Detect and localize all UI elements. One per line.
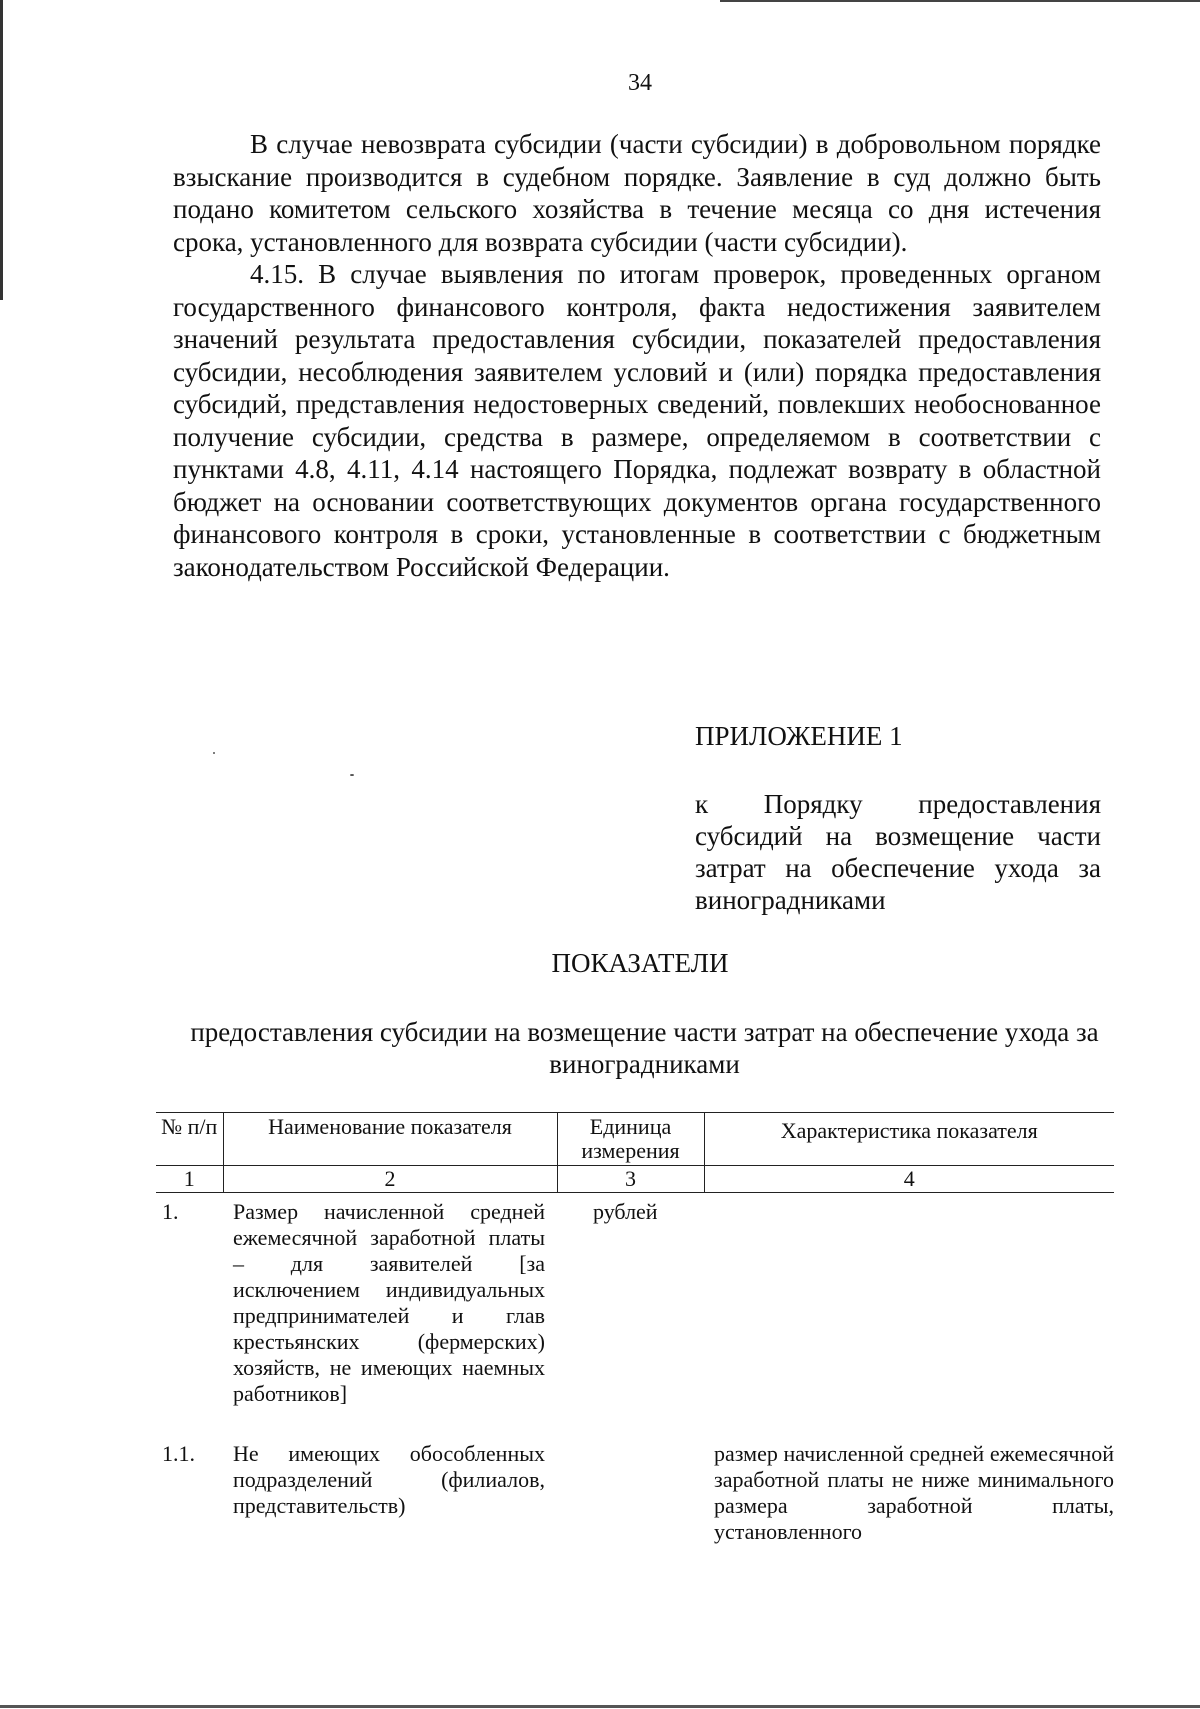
appendix-description: к Порядку предоставления субсидий на возмещение части затрат на обеспечение ухода за виноградниками xyxy=(695,789,1101,915)
page-number: 34 xyxy=(628,70,652,96)
paragraph-4-15: 4.15. В случае выявления по итогам проверок, проведенных органом государственного финансового контроля, факта недостижения заявителем значений результата предоставления субсидии, показателей предоставления субсидии, несоблюдения заявителем условий и (или) порядка предоставления субсидий, представления недостоверных сведений, повлекших необоснованное получение субсидии, средства в размере, определяемом в соответствии с пунктами 4.8, 4.11, 4.14 настоящего Порядка, подлежат возврату в областной бюджет на основании соответствующих документов органа государственного финансового контроля в сроки, установленные в соответствии с бюджетным законодательством Российской Федерации. xyxy=(173,259,1101,582)
column-number: 4 xyxy=(704,1166,1114,1193)
scan-dot xyxy=(350,774,354,776)
column-number: 3 xyxy=(557,1166,704,1193)
table-header-row xyxy=(156,1113,1114,1166)
indicator-name: Не имеющих обособленных подразделений (филиалов, представительств) xyxy=(233,1441,545,1518)
indicator-name: Размер начисленной средней ежемесячной заработной платы – для заявителей [за исключением индивидуальных предпринимателей и глав крестьянских (фермерских) хозяйств, не имеющих наемных работников] xyxy=(233,1199,545,1406)
paragraph-refund-court: В случае невозврата субсидии (части субсидии) в добровольном порядке взыскание производится в судебном порядке. Заявление в суд должно быть подано комитетом сельского хозяйства в течение месяца со дня истечения срока, установленного для возврата субсидии (части субсидии). xyxy=(173,129,1101,257)
document-title: ПОКАЗАТЕЛИ xyxy=(551,948,729,978)
scan-top-edge xyxy=(720,0,1200,2)
header-cell-unit: Единица измерения xyxy=(557,1113,704,1166)
row-number: 1. xyxy=(162,1199,179,1224)
table-row xyxy=(156,1193,1114,1408)
header-cell-characteristic: Характеристика показателя xyxy=(704,1113,1114,1166)
body-text xyxy=(173,128,1101,583)
row-number: 1.1. xyxy=(162,1441,195,1466)
scan-left-edge xyxy=(0,0,3,300)
column-number: 2 xyxy=(223,1166,557,1193)
indicator-unit: рублей xyxy=(593,1199,658,1224)
appendix-title: ПРИЛОЖЕНИЕ 1 xyxy=(695,721,903,751)
scan-bottom-edge xyxy=(0,1705,1200,1708)
scan-dot xyxy=(213,752,215,754)
table-row xyxy=(156,1435,1114,1545)
document-subtitle: предоставления субсидии на возмещение части затрат на обеспечение ухода за виноградниками xyxy=(190,1017,1099,1079)
row-spacer xyxy=(156,1407,1114,1435)
indicators-table xyxy=(156,1112,1114,1545)
indicator-characteristic xyxy=(704,1193,1114,1408)
header-cell-name: Наименование показателя xyxy=(223,1113,557,1166)
column-number: 1 xyxy=(156,1166,223,1193)
indicator-characteristic: размер начисленной средней ежемесячной заработной платы не ниже минимального размера заработной платы, установленного xyxy=(714,1441,1114,1544)
indicator-unit xyxy=(557,1435,704,1545)
header-cell-no: № п/п xyxy=(156,1113,223,1166)
table-column-numbers-row xyxy=(156,1166,1114,1193)
